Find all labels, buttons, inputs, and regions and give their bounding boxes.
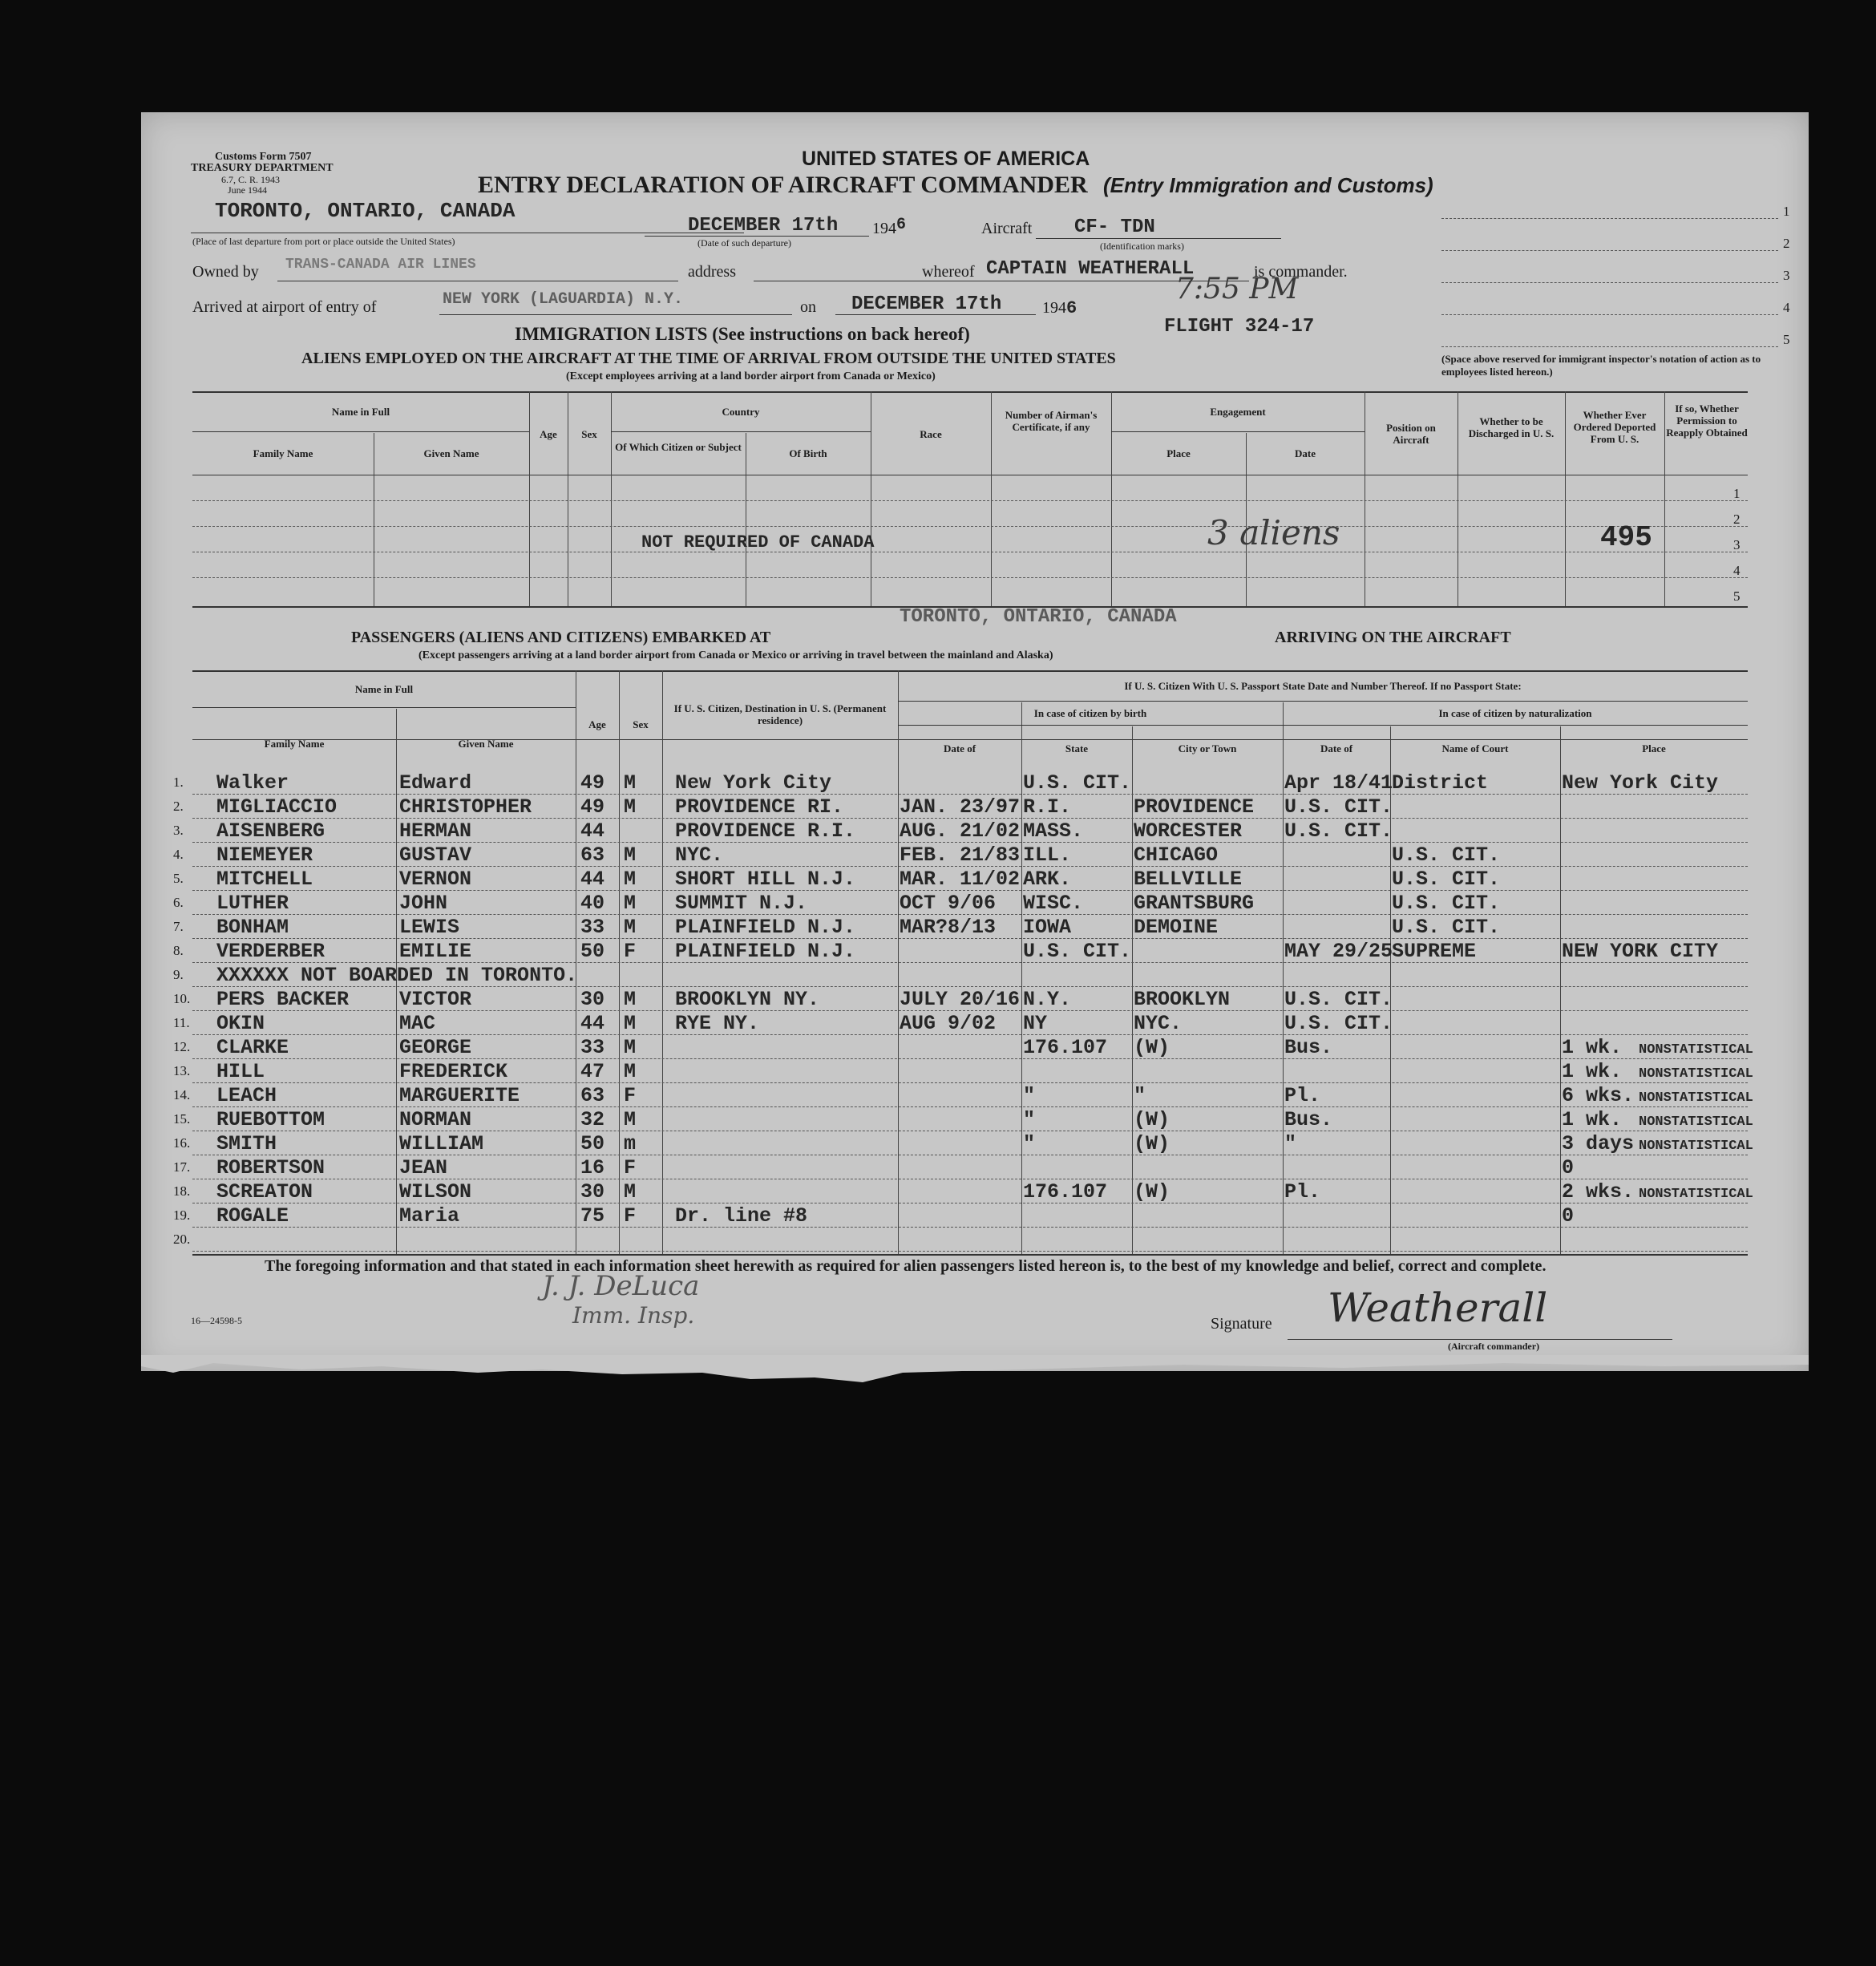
passenger-nat-date: U.S. CIT. (1284, 795, 1393, 819)
col-permission: If so, Whether Permission to Reapply Obtained (1666, 403, 1748, 439)
passenger-place: NEW YORK CITY (1562, 940, 1719, 963)
passenger-nat-date: U.S. CIT. (1284, 819, 1393, 843)
departure-date-label: (Date of such departure) (697, 237, 791, 249)
passenger-given: Maria (399, 1204, 460, 1228)
regulation: 6.7, C. R. 1943 (221, 174, 281, 185)
arrival-year: 1946 (1042, 298, 1077, 318)
passenger-row-number: 17. (173, 1159, 191, 1175)
passenger-nat-date: U.S. CIT. (1284, 988, 1393, 1011)
passenger-city: (W) (1134, 1108, 1170, 1131)
passenger-remark: NONSTATISTICAL (1639, 1090, 1753, 1106)
passenger-family: NIEMEYER (216, 843, 313, 867)
passenger-row-number: 10. (173, 991, 191, 1006)
col-engagement-date: Date (1295, 447, 1316, 459)
passenger-sex: M (624, 892, 637, 915)
passenger-family: XXXXXX NOT BOARDED IN TORONTO. (216, 964, 578, 987)
pcol-city: City or Town (1178, 742, 1237, 754)
passenger-state: U.S. CIT. (1023, 771, 1132, 795)
passenger-family: ROGALE (216, 1204, 289, 1228)
aircraft-marks-label: (Identification marks) (1100, 241, 1184, 252)
passenger-sex: M (624, 795, 637, 819)
passenger-court: SUPREME (1392, 940, 1477, 963)
passenger-given: WILSON (399, 1180, 472, 1203)
passenger-nat-date: Pl. (1284, 1180, 1321, 1203)
passenger-family: LEACH (216, 1084, 277, 1107)
passenger-remark: NONSTATISTICAL (1639, 1066, 1753, 1082)
passenger-dest: NYC. (675, 843, 724, 867)
passenger-family: Walker (216, 771, 289, 795)
footer-statement: The foregoing information and that stated in each information sheet herewith as required for alien passengers listed hereon is, to the best of my knowledge and belief, correct and complete. (265, 1257, 1546, 1275)
col-of-birth: Of Birth (789, 447, 827, 459)
inspector-note: Imm. Insp. (572, 1302, 695, 1329)
col-position: Position on Aircraft (1386, 422, 1436, 446)
pcol-place: Place (1642, 742, 1666, 754)
address-label: address (688, 263, 736, 281)
aliens-heading: ALIENS EMPLOYED ON THE AIRCRAFT AT THE TIME OF ARRIVAL FROM OUTSIDE THE UNITED STATES (301, 350, 1116, 367)
passenger-row-number: 18. (173, 1183, 191, 1199)
passenger-row-number: 8. (173, 943, 184, 958)
passenger-nat-date: Pl. (1284, 1084, 1321, 1107)
passenger-age: 63 (580, 1084, 605, 1107)
passenger-court: District (1392, 771, 1489, 795)
passenger-given: MAC (399, 1012, 436, 1035)
passenger-state: MASS. (1023, 819, 1084, 843)
print-code: 16—24598-5 (191, 1315, 242, 1326)
passenger-age: 47 (580, 1060, 605, 1083)
passenger-sex: F (624, 1156, 637, 1179)
passenger-age: 30 (580, 1180, 605, 1203)
passenger-sex: M (624, 843, 637, 867)
passenger-given: NORMAN (399, 1108, 472, 1131)
passenger-age: 44 (580, 819, 605, 843)
passenger-row-number: 7. (173, 919, 184, 934)
passenger-dest: SUMMIT N.J. (675, 892, 808, 915)
passenger-nat-date: " (1284, 1132, 1297, 1155)
right-line-number: 1 (1783, 204, 1790, 219)
passenger-dest: RYE NY. (675, 1012, 760, 1035)
pcol-destination: If U. S. Citizen, Destination in U. S. (Permanent residence) (673, 702, 887, 726)
passenger-row-number: 16. (173, 1135, 191, 1151)
passenger-given: GUSTAV (399, 843, 472, 867)
col-citizen-of: Of Which Citizen or Subject (615, 441, 742, 453)
arrived-label: Arrived at airport of entry of (192, 298, 377, 316)
passenger-sex: m (624, 1132, 637, 1155)
passenger-age: 33 (580, 916, 605, 939)
passenger-age: 49 (580, 771, 605, 795)
country-heading: UNITED STATES OF AMERICA (802, 148, 1090, 170)
on-label: on (800, 298, 816, 316)
departure-date: DECEMBER 17th (688, 215, 839, 237)
passenger-age: 50 (580, 1132, 605, 1155)
passenger-place: 6 wks. (1562, 1084, 1635, 1107)
passenger-given: HERMAN (399, 819, 472, 843)
right-line-number: 3 (1783, 268, 1790, 283)
passenger-city: (W) (1134, 1132, 1170, 1155)
passenger-state: ARK. (1023, 868, 1072, 891)
passenger-age: 63 (580, 843, 605, 867)
passenger-row-number: 20. (173, 1232, 191, 1247)
passenger-sex: M (624, 868, 637, 891)
passenger-birth-date: FEB. 21/83 (900, 843, 1021, 867)
passenger-state: " (1023, 1132, 1036, 1155)
row-rule (192, 1251, 1748, 1252)
aliens-note: (Except employees arriving at a land border airport from Canada or Mexico) (566, 370, 936, 382)
passenger-row-number: 13. (173, 1063, 191, 1078)
pcol-by-birth: In case of citizen by birth (1033, 707, 1147, 719)
col-deported: Whether Ever Ordered Deported From U. S. (1573, 409, 1656, 445)
commander-name: CAPTAIN WEATHERALL (986, 258, 1195, 280)
pcol-age: Age (588, 718, 606, 730)
passenger-city: BELLVILLE (1134, 868, 1243, 891)
pcol-by-naturalization: In case of citizen by naturalization (1438, 707, 1592, 719)
flight-number: FLIGHT 324-17 (1164, 316, 1315, 338)
passenger-birth-date: MAR. 11/02 (900, 868, 1021, 891)
col-airman-cert: Number of Airman's Certificate, if any (1005, 409, 1098, 433)
right-line-number: 4 (1783, 300, 1790, 315)
passenger-row-number: 5. (173, 871, 184, 886)
passenger-dest: Dr. line #8 (675, 1204, 808, 1228)
department: TREASURY DEPARTMENT (191, 162, 334, 174)
passenger-given: GEORGE (399, 1036, 472, 1059)
passenger-age: 16 (580, 1156, 605, 1179)
col-sex: Sex (581, 428, 597, 440)
passenger-state: R.I. (1023, 795, 1072, 819)
col-engagement-place: Place (1166, 447, 1191, 459)
passenger-city: DEMOINE (1134, 916, 1219, 939)
passenger-city: CHICAGO (1134, 843, 1219, 867)
passenger-row-number: 6. (173, 895, 184, 910)
passenger-court: U.S. CIT. (1392, 892, 1501, 915)
owned-by-label: Owned by (192, 263, 259, 281)
pcol-birth-date: Date of (943, 742, 976, 754)
passenger-place: 1 wk. (1562, 1108, 1623, 1131)
pcol-sex: Sex (633, 718, 649, 730)
passenger-given: Edward (399, 771, 472, 795)
passenger-age: 50 (580, 940, 605, 963)
passenger-dest: New York City (675, 771, 832, 795)
alien-row-number: 5 (1733, 589, 1741, 604)
passengers-heading-left: PASSENGERS (ALIENS AND CITIZENS) EMBARKED AT (351, 629, 771, 646)
form-subtitle: (Entry Immigration and Customs) (1103, 173, 1433, 197)
passenger-given: VERNON (399, 868, 472, 891)
declaration-sheet (141, 112, 1809, 1371)
passenger-age: 40 (580, 892, 605, 915)
passenger-city: GRANTSBURG (1134, 892, 1255, 915)
passenger-family: LUTHER (216, 892, 289, 915)
reserved-note: (Space above reserved for immigrant inspector's notation of action as to employees listed hereon.) (1441, 353, 1761, 378)
passenger-remark: NONSTATISTICAL (1639, 1114, 1753, 1130)
alien-row-number: 1 (1733, 486, 1741, 501)
signature-label: Signature (1211, 1315, 1272, 1333)
pcol-court: Name of Court (1441, 742, 1509, 754)
passenger-given: JEAN (399, 1156, 448, 1179)
col-engagement: Engagement (1210, 406, 1266, 418)
alien-row-number: 2 (1733, 512, 1741, 527)
passenger-remark: NONSTATISTICAL (1639, 1139, 1753, 1154)
aliens-not-required-note: NOT REQUIRED OF CANADA (641, 532, 875, 552)
passenger-row-number: 12. (173, 1039, 191, 1054)
passenger-dest: PLAINFIELD N.J. (675, 940, 856, 963)
col-family-name: Family Name (253, 447, 313, 459)
aliens-handwritten-note: 3 aliens (1207, 513, 1340, 552)
passenger-court: U.S. CIT. (1392, 843, 1501, 867)
passenger-given: CHRISTOPHER (399, 795, 532, 819)
passenger-dest: SHORT HILL N.J. (675, 868, 856, 891)
passenger-birth-date: JULY 20/16 (900, 988, 1021, 1011)
torn-edge (141, 1355, 1809, 1387)
departure-place: TORONTO, ONTARIO, CANADA (215, 199, 515, 223)
passenger-nat-date: U.S. CIT. (1284, 1012, 1393, 1035)
passenger-given: VICTOR (399, 988, 472, 1011)
col-country: Country (722, 406, 760, 418)
passenger-nat-date: Bus. (1284, 1108, 1333, 1131)
pcol-nat-date: Date of (1320, 742, 1353, 754)
aircraft-label: Aircraft (981, 220, 1033, 237)
passenger-state: 176.107 (1023, 1036, 1108, 1059)
passenger-family: HILL (216, 1060, 265, 1083)
passenger-city: (W) (1134, 1036, 1170, 1059)
passenger-court: U.S. CIT. (1392, 868, 1501, 891)
passenger-sex: F (624, 1084, 637, 1107)
whereof-label: whereof (922, 263, 975, 281)
form-edition: June 1944 (228, 184, 267, 196)
passenger-row-number: 9. (173, 967, 184, 982)
passenger-family: OKIN (216, 1012, 265, 1035)
passenger-birth-date: AUG 9/02 (900, 1012, 997, 1035)
pcol-given-name: Given Name (458, 738, 514, 750)
passenger-given: JOHN (399, 892, 448, 915)
passenger-sex: M (624, 1012, 637, 1035)
passengers-note: (Except passengers arriving at a land border airport from Canada or Mexico or arriving in travel between the mainland and Alaska) (418, 649, 1053, 661)
passenger-row-number: 1. (173, 775, 184, 790)
passenger-family: VERDERBER (216, 940, 325, 963)
passenger-row-number: 11. (173, 1015, 190, 1030)
passenger-row-number: 14. (173, 1087, 191, 1102)
passenger-age: 44 (580, 1012, 605, 1035)
col-name-in-full: Name in Full (331, 406, 390, 418)
passenger-age: 49 (580, 795, 605, 819)
col-given-name: Given Name (423, 447, 479, 459)
col-race: Race (920, 428, 942, 440)
passenger-city: BROOKLYN (1134, 988, 1231, 1011)
aliens-number: 495 (1600, 521, 1652, 554)
passenger-age: 32 (580, 1108, 605, 1131)
passenger-sex: F (624, 1204, 637, 1228)
departure-year: 1946 (872, 216, 907, 237)
passenger-family: RUEBOTTOM (216, 1108, 325, 1131)
passenger-family: PERS BACKER (216, 988, 350, 1011)
passenger-place: 1 wk. (1562, 1060, 1623, 1083)
arrival-time: 7:55 PM (1175, 273, 1299, 305)
passenger-state: N.Y. (1023, 988, 1072, 1011)
passenger-remark: NONSTATISTICAL (1639, 1042, 1753, 1058)
passenger-city: (W) (1134, 1180, 1170, 1203)
passenger-row-number: 4. (173, 847, 184, 862)
passenger-state: 176.107 (1023, 1180, 1108, 1203)
passenger-family: BONHAM (216, 916, 289, 939)
commander-signature: Weatherall (1328, 1284, 1548, 1331)
passenger-given: LEWIS (399, 916, 460, 939)
passenger-family: ROBERTSON (216, 1156, 325, 1179)
passenger-place: 2 wks. (1562, 1180, 1635, 1203)
arrival-date: DECEMBER 17th (851, 293, 1002, 315)
pcol-state: State (1065, 742, 1089, 754)
passenger-family: AISENBERG (216, 819, 325, 843)
right-line-number: 2 (1783, 236, 1790, 251)
passenger-state: NY (1023, 1012, 1048, 1035)
passenger-sex: M (624, 1108, 637, 1131)
passenger-place: New York City (1562, 771, 1719, 795)
departure-place-label: (Place of last departure from port or place outside the United States) (192, 236, 455, 247)
passengers-heading-right: ARRIVING ON THE AIRCRAFT (1275, 629, 1511, 646)
passenger-birth-date: AUG. 21/02 (900, 819, 1021, 843)
passenger-birth-date: OCT 9/06 (900, 892, 997, 915)
passenger-place: 1 wk. (1562, 1036, 1623, 1059)
passenger-family: CLARKE (216, 1036, 289, 1059)
col-age: Age (540, 428, 557, 440)
aircraft-marks: CF- TDN (1074, 216, 1155, 238)
passenger-city: NYC. (1134, 1012, 1183, 1035)
passenger-sex: M (624, 988, 637, 1011)
passenger-dest: PLAINFIELD N.J. (675, 916, 856, 939)
immigration-heading: IMMIGRATION LISTS (See instructions on back hereof) (515, 324, 970, 344)
alien-row-number: 3 (1733, 537, 1741, 552)
passenger-state: U.S. CIT. (1023, 940, 1132, 963)
passenger-row-number: 19. (173, 1208, 191, 1223)
passenger-city: WORCESTER (1134, 819, 1243, 843)
passenger-place: 0 (1562, 1204, 1575, 1228)
passenger-age: 44 (580, 868, 605, 891)
passenger-city: PROVIDENCE (1134, 795, 1255, 819)
airport-name: NEW YORK (LAGUARDIA) N.Y. (443, 290, 684, 309)
embarked-at: TORONTO, ONTARIO, CANADA (900, 606, 1177, 628)
passenger-court: U.S. CIT. (1392, 916, 1501, 939)
passenger-family: MITCHELL (216, 868, 313, 891)
inspector-signature: J. J. DeLuca (542, 1270, 700, 1302)
passenger-family: SMITH (216, 1132, 277, 1155)
passenger-age: 75 (580, 1204, 605, 1228)
passenger-row-number: 15. (173, 1111, 191, 1127)
passenger-place: 0 (1562, 1156, 1575, 1179)
passenger-family: MIGLIACCIO (216, 795, 338, 819)
alien-row-number: 4 (1733, 563, 1741, 578)
right-line-number: 5 (1783, 332, 1790, 347)
passenger-state: WISC. (1023, 892, 1084, 915)
passenger-place: 3 days (1562, 1132, 1635, 1155)
passenger-age: 30 (580, 988, 605, 1011)
passenger-sex: M (624, 916, 637, 939)
passenger-sex: M (624, 771, 637, 795)
form-title: ENTRY DECLARATION OF AIRCRAFT COMMANDER (478, 172, 1088, 198)
col-discharged: Whether to be Discharged in U. S. (1468, 415, 1555, 439)
passenger-sex: M (624, 1036, 637, 1059)
pcol-family-name: Family Name (264, 738, 325, 750)
passenger-row-number: 3. (173, 823, 184, 838)
passenger-dest: PROVIDENCE RI. (675, 795, 844, 819)
signature-caption: (Aircraft commander) (1448, 1341, 1540, 1352)
passenger-state: " (1023, 1108, 1036, 1131)
passenger-sex: F (624, 940, 637, 963)
passenger-state: " (1023, 1084, 1036, 1107)
passenger-state: ILL. (1023, 843, 1072, 867)
passenger-row-number: 2. (173, 799, 184, 814)
passenger-given: FREDERICK (399, 1060, 508, 1083)
passenger-birth-date: MAR?8/13 (900, 916, 997, 939)
passenger-birth-date: JAN. 23/97 (900, 795, 1021, 819)
customs-form-number: Customs Form 7507 (215, 151, 312, 163)
passenger-age: 33 (580, 1036, 605, 1059)
passenger-nat-date: Bus. (1284, 1036, 1333, 1059)
passenger-dest: PROVIDENCE R.I. (675, 819, 856, 843)
passenger-city: " (1134, 1084, 1146, 1107)
passenger-sex: M (624, 1060, 637, 1083)
passenger-nat-date: MAY 29/25 (1284, 940, 1393, 963)
passenger-remark: NONSTATISTICAL (1639, 1187, 1753, 1202)
passenger-nat-date: Apr 18/41 (1284, 771, 1393, 795)
is-commander-label: is commander. (1254, 263, 1348, 281)
passenger-sex: M (624, 1180, 637, 1203)
passenger-given: EMILIE (399, 940, 472, 963)
passenger-given: WILLIAM (399, 1132, 484, 1155)
passenger-state: IOWA (1023, 916, 1072, 939)
owner-name: TRANS-CANADA AIR LINES (285, 257, 476, 273)
passenger-dest: BROOKLYN NY. (675, 988, 820, 1011)
pcol-name-in-full: Name in Full (354, 683, 414, 695)
passenger-family: SCREATON (216, 1180, 313, 1203)
passenger-given: MARGUERITE (399, 1084, 520, 1107)
pcol-passport-note: If U. S. Citizen With U. S. Passport State Date and Number Thereof. If no Passport State: (1124, 680, 1522, 692)
